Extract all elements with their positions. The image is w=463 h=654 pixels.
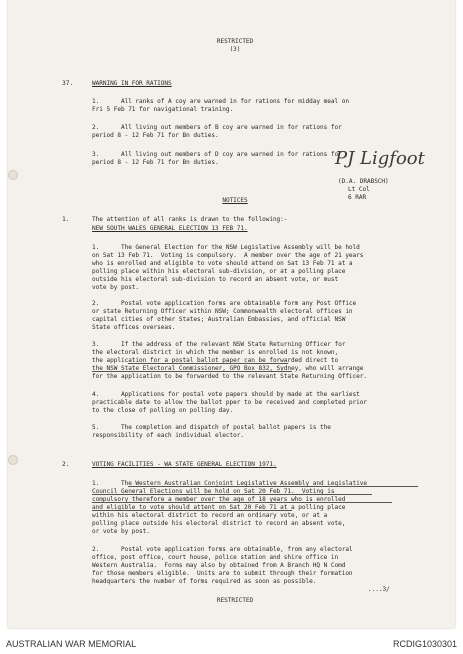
paragraph-line: 1. The General Election for the NSW Legislative Assembly will be hold bbox=[92, 244, 360, 251]
notice-subtitle: NEW SOUTH WALES GENERAL ELECTION 13 FEB 71. bbox=[92, 225, 248, 232]
paragraph-line: compulsory therefore a member over the age of 18 years who is enrolled bbox=[92, 496, 346, 503]
classification-header: RESTRICTED bbox=[216, 38, 254, 45]
archive-footer bbox=[0, 634, 463, 654]
signatory-unit: 6 RAR bbox=[348, 194, 367, 201]
paragraph-line: within his electoral district to record an ordinary vote, or at a bbox=[92, 512, 328, 519]
paragraph-line: 1. All ranks of A coy are warned in for rations for midday meal on bbox=[92, 98, 349, 105]
pen-underline bbox=[128, 363, 288, 364]
paragraph-line: headquarters the number of forms required as soon as possible. bbox=[92, 578, 317, 585]
pen-underline bbox=[92, 502, 392, 503]
paragraph-line: vote by post. bbox=[92, 284, 140, 291]
pen-underline bbox=[92, 371, 292, 372]
notices-heading: NOTICES bbox=[222, 197, 248, 204]
paragraph-line: 3. If the address of the relevant NSW State Returning Officer for bbox=[92, 341, 346, 348]
paragraph-line: for those members eligible. Units are to submit through their formation bbox=[92, 570, 353, 577]
paragraph-line: or state Returning Officer within NSW; Commonwealth electoral offices in bbox=[92, 308, 353, 315]
paragraph-line: practicable date to allow the ballot pper to be received and completed prior bbox=[92, 399, 368, 406]
paragraph-line: who is enrolled and eligible to vote should attend on Sat 13 Feb 71 at a bbox=[92, 260, 353, 267]
paragraph-line: 2. All living out members of B coy are warned in for rations for bbox=[92, 124, 342, 131]
archive-id: RCDIG1030301 bbox=[392, 639, 457, 649]
paragraph-line: polling place within his electoral sub-division, or at a polling place bbox=[92, 268, 346, 275]
paragraph-line: and eligible to vote should attent on Sat 20 Feb 71 at a polling place bbox=[92, 504, 346, 511]
paragraph-line: on Sat 13 Feb 71. Voting is compulsory. A member over the age of 21 years bbox=[92, 252, 364, 259]
paragraph-line: 4. Applications for postal vote papers should by made at the earliest bbox=[92, 391, 360, 398]
paragraph-line: 5. The completion and dispatch of postal ballot papers is the bbox=[92, 424, 331, 431]
signatory-name: (D.A. DRABSCH) bbox=[338, 178, 389, 185]
paragraph-line: capital cities of other States; Australian Embassies, and official NSW bbox=[92, 316, 346, 323]
paragraph-line: the NSW State Electoral Commissioner, GPO Box 832, Sydney, who will arrange bbox=[92, 365, 364, 372]
paragraph-line: Western Australia. Forms may also by obtained from A Branch HQ N Comd bbox=[92, 562, 346, 569]
paragraph-line: period 8 - 12 Feb 71 for Bn duties. bbox=[92, 132, 219, 139]
paragraph-line: polling place outside his electoral district to record an absent vote, bbox=[92, 520, 346, 527]
notice-number: 2. bbox=[62, 461, 70, 468]
page-number: (3) bbox=[229, 46, 241, 53]
notice-subtitle: VOTING FACILITIES - WA STATE GENERAL ELECTION 1971. bbox=[92, 461, 277, 468]
archive-name: AUSTRALIAN WAR MEMORIAL bbox=[6, 639, 137, 649]
punch-hole bbox=[8, 170, 18, 180]
paragraph-line: period 8 - 12 Feb 71 for Bn duties. bbox=[92, 159, 219, 166]
paragraph-line: 2. Postal vote application forms are obtainable, from any electoral bbox=[92, 546, 353, 553]
paragraph-line: State offices overseas. bbox=[92, 324, 176, 331]
classification-footer: RESTRICTED bbox=[216, 597, 254, 604]
paragraph-line: the electoral district in which the member is enrolled is not known, bbox=[92, 349, 339, 356]
paragraph-line: or vote by post. bbox=[92, 528, 150, 535]
paragraph-line: for the application to be forwarded to the relevant State Returning Officer. bbox=[92, 373, 368, 380]
signatory-rank: Lt Col bbox=[348, 186, 370, 193]
paragraph-line: Council General Elections will be hold on Sat 20 Feb 71. Voting is bbox=[92, 488, 335, 495]
paragraph-line: responsibility of each individual elector. bbox=[92, 432, 244, 439]
paragraph-line: 1. The Western Australian Conjoint Legislative Assembly and Legislative bbox=[92, 480, 368, 487]
handwritten-signature: PJ Ligfoot bbox=[335, 148, 425, 169]
pen-underline bbox=[128, 486, 418, 487]
paragraph-line: the application for a postal ballot paper can be forwarded direct to bbox=[92, 357, 339, 364]
paragraph-line: office, post office, court house, police station and shire office in bbox=[92, 554, 339, 561]
pen-underline bbox=[92, 510, 292, 511]
notice-intro: The attention of all ranks is drawn to the following:- bbox=[92, 216, 288, 223]
paragraph-line: to the close of polling on polling day. bbox=[92, 407, 234, 414]
pen-underline bbox=[92, 494, 372, 495]
paragraph-line: Fri 5 Feb 71 for navigational training. bbox=[92, 106, 234, 113]
paragraph-line: 2. Postal vote application forms are obtainable form any Post Office bbox=[92, 300, 357, 307]
paragraph-line: 3. All living out members of D coy are warned in for rations for bbox=[92, 151, 342, 158]
section-number: 37. bbox=[62, 80, 74, 87]
notice-number: 1. bbox=[62, 216, 70, 223]
section-title: WARNING IN FOR RATIONS bbox=[92, 80, 172, 87]
continuation-marker: ....3/ bbox=[368, 586, 390, 593]
paragraph-line: outside his electoral sub-division to record an absent vote, or must bbox=[92, 276, 339, 283]
punch-hole bbox=[8, 455, 18, 465]
